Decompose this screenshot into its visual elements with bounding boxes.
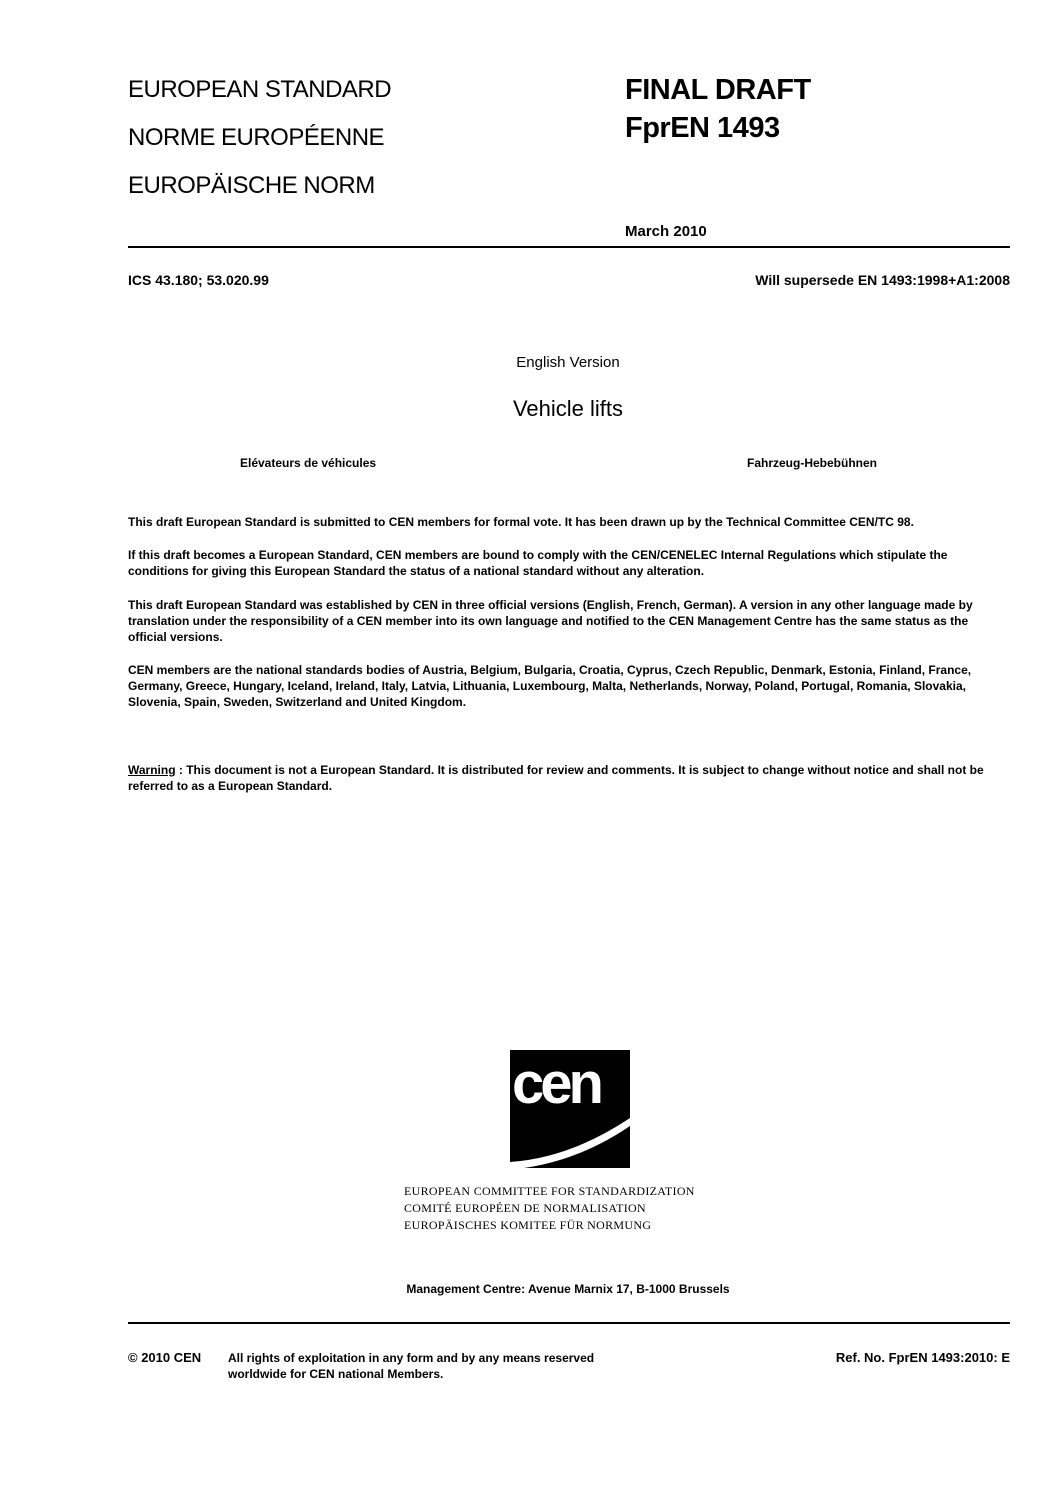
paragraph-vote: This draft European Standard is submitted to CEN members for formal vote. It has been drawn up by the Technical Committee CEN/TC 98. bbox=[128, 515, 914, 529]
copyright: © 2010 CEN bbox=[128, 1350, 202, 1365]
draft-number: FprEN 1493 bbox=[625, 112, 780, 144]
paragraph-members: CEN members are the national standards bodies of Austria, Belgium, Bulgaria, Croatia, Cyprus, Czech Republic, Denmark, Estonia, Finland, France, Germany, Greece, Hungary, Iceland, Ireland, Italy, Latvia, Lithuania, Luxembourg, Malta, Netherlands, Norway, Poland, Portugal, Romania, Slovakia, Slovenia, Spain, Sweden, Switzerland and United Kingdom. bbox=[128, 663, 972, 709]
paragraph-versions: This draft European Standard was established by CEN in three official versions (English, French, German). A version in any other language made by translation under the responsibility of a CEN member into its own language and notified to the CEN Management Centre has the same status as the official versions. bbox=[128, 598, 973, 644]
rights-statement: All rights of exploitation in any form and by any means reserved worldwide for CEN national Members. bbox=[228, 1351, 595, 1381]
footer-divider bbox=[128, 1322, 1010, 1324]
version-label: English Version bbox=[516, 354, 620, 371]
cen-logo-text: cen bbox=[512, 1051, 600, 1116]
title-german: Fahrzeug-Hebebühnen bbox=[747, 456, 878, 470]
standard-name-de: EUROPÄISCHE NORM bbox=[128, 172, 375, 199]
draft-label: FINAL DRAFT bbox=[625, 74, 811, 106]
paragraph-regulations: If this draft becomes a European Standard, CEN members are bound to comply with the CEN/CENELEC Internal Regulations which stipulate the conditions for giving this European Standard the status of a national standard without any alteration. bbox=[128, 548, 948, 578]
committee-name-fr: COMITÉ EUROPÉEN DE NORMALISATION bbox=[404, 1201, 646, 1215]
publication-date: March 2010 bbox=[625, 223, 707, 240]
document-title: Vehicle lifts bbox=[512, 396, 624, 421]
ics-code: ICS 43.180; 53.020.99 bbox=[128, 272, 269, 288]
standard-name-fr: NORME EUROPÉENNE bbox=[128, 124, 385, 151]
management-centre: Management Centre: Avenue Marnix 17, B-1000 Brussels bbox=[406, 1282, 730, 1296]
standard-name-en: EUROPEAN STANDARD bbox=[128, 76, 392, 103]
warning-label: Warning bbox=[128, 763, 176, 777]
warning-paragraph bbox=[128, 762, 1010, 794]
reference-number: Ref. No. FprEN 1493:2010: E bbox=[835, 1350, 1010, 1365]
supersedes-note: Will supersede EN 1493:1998+A1:2008 bbox=[755, 272, 1010, 288]
warning-text: : This document is not a European Standard. It is distributed for review and comments. It is subject to change without notice and shall not be referred to as a European Standard. bbox=[128, 763, 984, 793]
title-french: Elévateurs de véhicules bbox=[240, 456, 377, 470]
committee-name-de: EUROPÄISCHES KOMITEE FÜR NORMUNG bbox=[404, 1218, 652, 1232]
header-divider bbox=[128, 246, 1010, 248]
cen-logo bbox=[510, 1050, 630, 1168]
committee-name-en: EUROPEAN COMMITTEE FOR STANDARDIZATION bbox=[404, 1184, 695, 1198]
